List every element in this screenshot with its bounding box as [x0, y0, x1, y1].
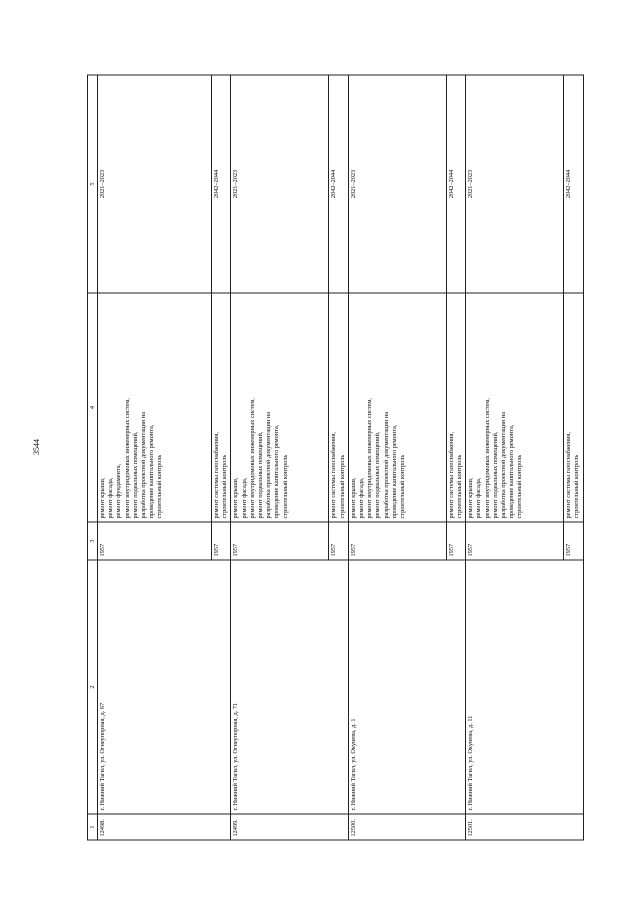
address-cell: г. Нижний Тагил, ул. Огнеупорная, д. 67 [98, 560, 231, 814]
work-item: ремонт крыши, [99, 477, 106, 519]
work-item: ремонт внутридомовых инженерных систем, [248, 398, 256, 519]
table-row [348, 75, 446, 840]
header-cell: 4 [88, 293, 98, 522]
address-cell: г. Нижний Тагил, ул. Огнеупорная, д. 71 [231, 560, 348, 814]
year-cell: 1957 [98, 522, 212, 560]
period-cell: 2042–2044 [564, 75, 583, 293]
works-cell [446, 293, 465, 522]
period-cell: 2042–2044 [212, 75, 231, 293]
works-cell [98, 293, 212, 522]
period-cell: 2021–2023 [466, 75, 564, 293]
work-item: проведение капитального ремонта, [390, 424, 398, 519]
row-number-cell: 12500. [348, 814, 465, 840]
work-item: ремонт системы газоснабжения, [447, 432, 455, 519]
work-item: ремонт фасада, [107, 477, 115, 519]
work-item: строительный контроль [516, 454, 524, 519]
table-body [88, 75, 584, 840]
header-cell: 1 [88, 814, 98, 840]
works-cell [348, 293, 446, 522]
work-item: строительный контроль [281, 454, 289, 519]
work-item: ремонт системы газоснабжения, [565, 432, 573, 519]
year-cell: 1957 [466, 522, 564, 560]
period-cell: 2042–2044 [329, 75, 348, 293]
work-item: проведение капитального ремонта, [273, 424, 281, 519]
address-cell: г. Нижний Тагил, ул. Окунева, д. 1 [348, 560, 465, 814]
work-item: ремонт системы газоснабжения, [330, 432, 338, 519]
table-row [231, 75, 329, 840]
table-container [87, 76, 581, 841]
header-cell: 3 [88, 522, 98, 560]
works-cell [564, 293, 583, 522]
table-row [466, 75, 564, 840]
year-cell: 1957 [212, 522, 231, 560]
work-item: ремонт подвальных помещений, [374, 431, 382, 519]
page-number: 3544 [32, 439, 41, 455]
work-item: разработка проектной документации на [265, 412, 273, 519]
year-cell: 1957 [564, 522, 583, 560]
work-item: строительный контроль [156, 454, 164, 519]
work-item: разработка проектной документации на [500, 412, 508, 519]
period-cell: 2021–2023 [231, 75, 329, 293]
registry-table [87, 75, 584, 841]
work-item: строительный контроль [399, 454, 407, 519]
work-item: ремонт крыши, [349, 477, 357, 519]
row-number-cell: 12501. [466, 814, 583, 840]
works-cell [212, 293, 231, 522]
work-item: строительный контроль [221, 454, 229, 519]
work-item: ремонт крыши, [467, 477, 475, 519]
work-item: ремонт фундамента, [115, 463, 123, 519]
row-number-cell: 12499. [231, 814, 348, 840]
work-item: строительный контроль [456, 454, 464, 519]
work-item: ремонт крыши, [232, 477, 240, 519]
address-cell: г. Нижний Тагил, ул. Окунева, д. 11 [466, 560, 583, 814]
work-item: ремонт фасада, [475, 477, 483, 519]
work-item: ремонт внутридомовых инженерных систем, [483, 398, 491, 519]
work-item: разработка проектной документации на [382, 412, 390, 519]
row-number-cell: 12498. [98, 814, 231, 840]
year-cell: 1957 [348, 522, 446, 560]
work-item: ремонт внутридомовых инженерных систем, [123, 398, 131, 519]
table-row [98, 75, 212, 840]
work-item: ремонт системы газоснабжения, [213, 432, 220, 519]
work-item: ремонт подвальных помещений, [131, 431, 139, 519]
work-item: ремонт внутридомовых инженерных систем, [366, 398, 374, 519]
year-cell: 1957 [231, 522, 329, 560]
year-cell: 1957 [446, 522, 465, 560]
work-item: разработка проектной документации на [140, 412, 148, 519]
work-item: ремонт подвальных помещений, [257, 431, 265, 519]
works-cell [231, 293, 329, 522]
works-cell [466, 293, 564, 522]
work-item: ремонт фасада, [358, 477, 366, 519]
work-item: строительный контроль [338, 454, 346, 519]
period-cell: 2042–2044 [446, 75, 465, 293]
period-cell: 2021–2023 [348, 75, 446, 293]
work-item: ремонт фасада, [240, 477, 248, 519]
period-cell: 2021–2023 [98, 75, 212, 293]
header-cell: 5 [88, 75, 98, 293]
table-header-row [88, 75, 98, 840]
header-cell: 2 [88, 560, 98, 814]
works-cell [329, 293, 348, 522]
work-item: ремонт подвальных помещений, [491, 431, 499, 519]
work-item: строительный контроль [573, 454, 581, 519]
year-cell: 1957 [329, 522, 348, 560]
work-item: проведение капитального ремонта, [508, 424, 516, 519]
work-item: проведение капитального ремонта, [148, 424, 156, 519]
